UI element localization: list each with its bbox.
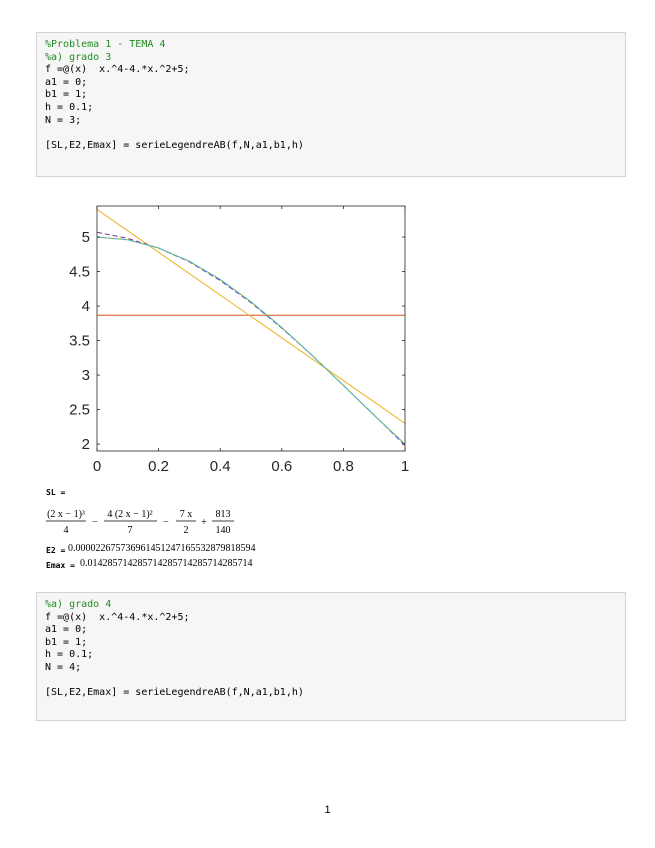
code-1-line: f =@(x) x.^4-4.*x.^2+5; <box>45 64 190 76</box>
e2-value: 0.00002267573696145124716553287981859​4 <box>68 543 256 554</box>
y-tick-label: 2 <box>81 436 90 454</box>
operator-3: + <box>201 517 207 528</box>
sl-label: SL = <box>46 488 66 497</box>
code-1-line: N = 3; <box>45 114 82 126</box>
code-2-line: N = 4; <box>45 661 82 673</box>
code-1-line: h = 0.1; <box>45 101 94 113</box>
y-tick-label: 3 <box>81 367 90 385</box>
x-tick-label: 0.2 <box>148 458 170 475</box>
code-2-line: f =@(x) x.^4-4.*x.^2+5; <box>45 611 190 623</box>
emax-value: 0.014285714285714285714285714285714 <box>80 558 253 569</box>
code-1-line: %a) grado 3 <box>45 51 112 63</box>
x-tick-label: 0 <box>92 458 102 475</box>
term-1-numerator: (2 x − 1)³ <box>47 509 85 520</box>
plot-area <box>97 206 405 451</box>
e2-label: E2 = <box>46 546 66 555</box>
page-number: 1 <box>324 804 331 816</box>
x-tick-label: 1 <box>400 458 410 475</box>
code-2-line <box>45 675 617 688</box>
term-4-numerator: 813 <box>215 509 231 520</box>
code-2-line: a1 = 0; <box>45 624 88 636</box>
y-tick-label: 4 <box>81 298 90 316</box>
formula-term-2 <box>104 509 157 536</box>
code-2-line: h = 0.1; <box>45 649 94 661</box>
operator-2: − <box>163 517 169 528</box>
code-1-line: b1 = 1; <box>45 89 88 101</box>
legendre-plot <box>56 198 426 480</box>
code-2-line: b1 = 1; <box>45 636 88 648</box>
code-2-line: [SL,E2,Emax] = serieLegendreAB(f,N,a1,b1,h) <box>45 687 304 699</box>
term-2-denominator: 7 <box>127 525 133 536</box>
code-1-line: %Problema 1 - TEMA 4 <box>45 39 166 50</box>
y-tick-label: 5 <box>81 229 90 247</box>
code-1-line: a1 = 0; <box>45 76 88 88</box>
term-1-denominator: 4 <box>63 525 69 536</box>
formula-term-1 <box>46 509 86 536</box>
y-tick-label: 4.5 <box>69 263 90 281</box>
term-4-denominator: 140 <box>215 525 231 536</box>
term-3-denominator: 2 <box>183 525 189 536</box>
sl-formula <box>44 504 304 540</box>
code-1-line <box>45 127 617 140</box>
y-tick-label: 3.5 <box>69 332 90 350</box>
code-block-2 <box>36 592 626 721</box>
emax-label: Emax = <box>46 561 75 570</box>
code-block-1 <box>36 32 626 177</box>
formula-term-4 <box>212 509 234 536</box>
operator-1: − <box>92 517 98 528</box>
x-tick-label: 0.8 <box>332 458 354 475</box>
term-2-numerator: 4 (2 x − 1)² <box>107 509 153 520</box>
term-3-numerator: 7 x <box>179 509 193 520</box>
x-tick-label: 0.6 <box>271 458 293 475</box>
code-2-line: %a) grado 4 <box>45 599 112 610</box>
y-tick-label: 2.5 <box>69 401 90 419</box>
x-tick-label: 0.4 <box>209 458 231 475</box>
formula-term-3 <box>176 509 196 536</box>
code-1-line: [SL,E2,Emax] = serieLegendreAB(f,N,a1,b1,h) <box>45 139 304 151</box>
